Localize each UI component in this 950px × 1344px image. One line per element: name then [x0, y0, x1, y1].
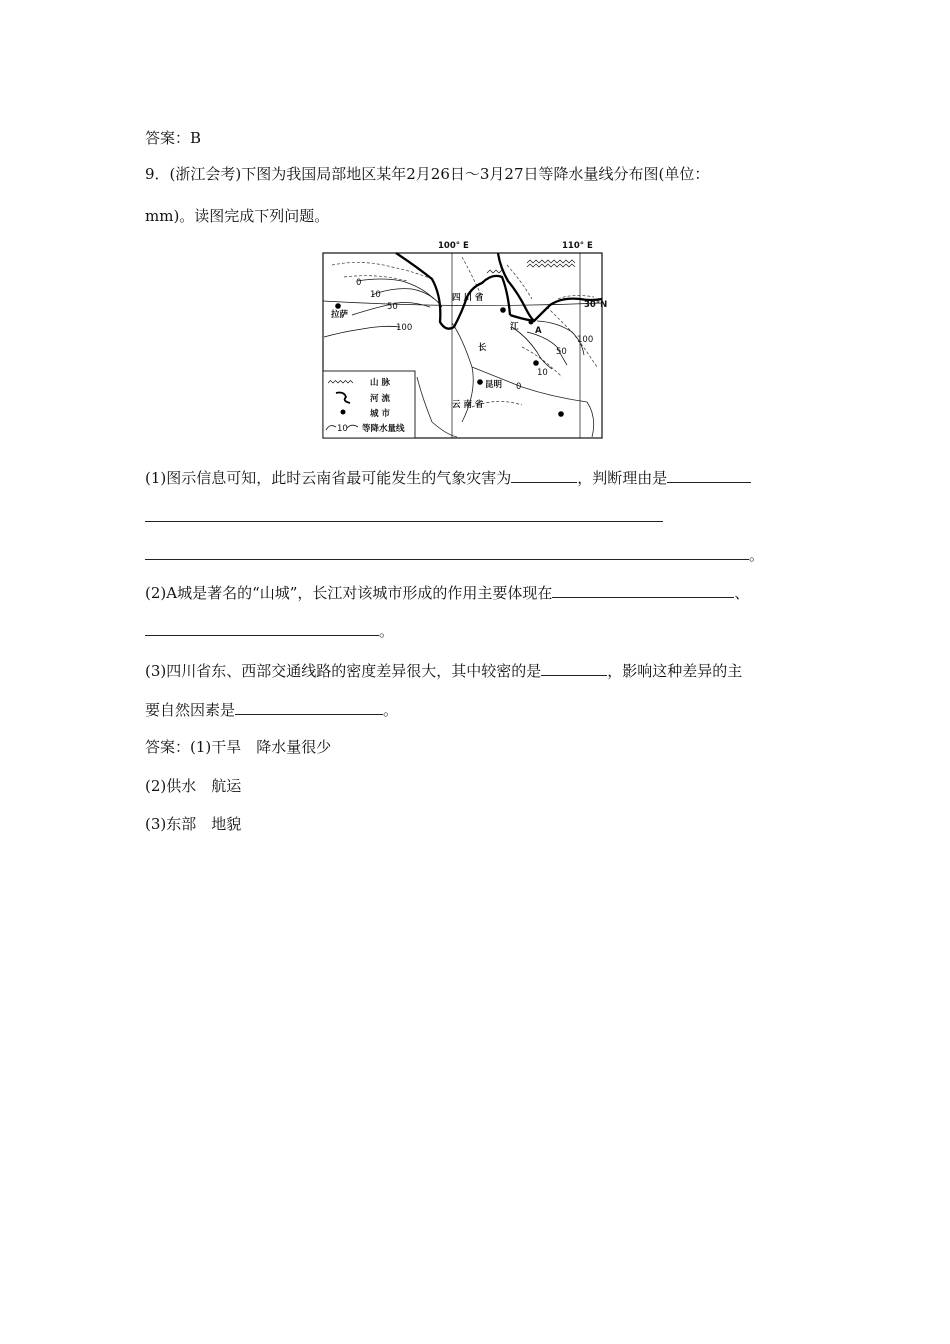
- subquestion-2-sep: 、: [734, 584, 750, 602]
- subquestion-3-text: (3)四川省东、西部交通线路的密度差异很大，其中较密的是: [145, 662, 542, 680]
- svg-text:10: 10: [537, 368, 548, 378]
- answer-blank-line[interactable]: [145, 545, 764, 565]
- svg-text:江: 江: [510, 322, 519, 332]
- answer-blank[interactable]: [235, 700, 383, 715]
- answer-1: 答案：(1)干旱 降水量很少: [145, 738, 332, 756]
- answer-blank-line[interactable]: [145, 621, 394, 641]
- svg-text:110° E: 110° E: [562, 241, 593, 251]
- svg-text:长: 长: [478, 343, 487, 353]
- svg-text:0: 0: [356, 278, 362, 288]
- svg-text:50: 50: [387, 302, 398, 312]
- svg-text:城 市: 城 市: [370, 409, 390, 419]
- subquestion-1: [145, 468, 751, 488]
- subquestion-3-line2: [145, 700, 398, 720]
- subquestion-3-end: 。: [383, 701, 399, 719]
- subquestion-2-text: (2)A城是著名的“山城”，长江对该城市形成的作用主要体现在: [145, 584, 553, 602]
- answer-previous: 答案：B: [145, 129, 202, 147]
- question-9-intro-line2: mm)。读图完成下列问题。: [145, 207, 330, 225]
- subquestion-3-mid: ，影响这种差异的主: [607, 662, 743, 680]
- answer-2: (2)供水 航运: [145, 777, 242, 795]
- subquestion-1-mid: ，判断理由是: [577, 469, 668, 487]
- svg-text:昆明: 昆明: [485, 380, 503, 390]
- svg-text:10: 10: [337, 424, 348, 434]
- subquestion-2: [145, 583, 749, 603]
- svg-text:拉萨: 拉萨: [331, 310, 349, 320]
- svg-text:云 南 省: 云 南 省: [452, 400, 484, 410]
- answer-blank[interactable]: [552, 583, 734, 598]
- subquestion-1-end: 。: [749, 546, 765, 564]
- svg-text:等降水量线: 等降水量线: [362, 424, 405, 434]
- svg-text:100° E: 100° E: [438, 241, 469, 251]
- svg-text:四 川 省: 四 川 省: [452, 293, 484, 303]
- svg-text:河 流: 河 流: [370, 394, 390, 404]
- answer-3: (3)东部 地貌: [145, 815, 242, 833]
- svg-text:10: 10: [370, 290, 381, 300]
- svg-text:50: 50: [556, 347, 567, 357]
- answer-blank-line[interactable]: [145, 507, 663, 527]
- answer-blank[interactable]: [541, 661, 607, 676]
- question-9-intro-line1: 9．(浙江会考)下图为我国局部地区某年2月26日～3月27日等降水量线分布图(单位：: [145, 165, 710, 183]
- answer-blank[interactable]: [511, 468, 577, 483]
- subquestion-2-end: 。: [379, 622, 395, 640]
- svg-text:100: 100: [396, 323, 413, 333]
- isohyet-map: [322, 237, 608, 439]
- subquestion-1-text: (1)图示信息可知，此时云南省最可能发生的气象灾害为: [145, 469, 512, 487]
- subquestion-3: [145, 661, 742, 681]
- answer-blank[interactable]: [667, 468, 751, 483]
- svg-text:100: 100: [577, 335, 594, 345]
- svg-text:30°N: 30°N: [584, 300, 608, 310]
- svg-text:A: A: [535, 326, 542, 336]
- svg-text:山 脉: 山 脉: [370, 378, 390, 388]
- subquestion-3-line2-text: 要自然因素是: [145, 701, 236, 719]
- svg-text:0: 0: [516, 382, 522, 392]
